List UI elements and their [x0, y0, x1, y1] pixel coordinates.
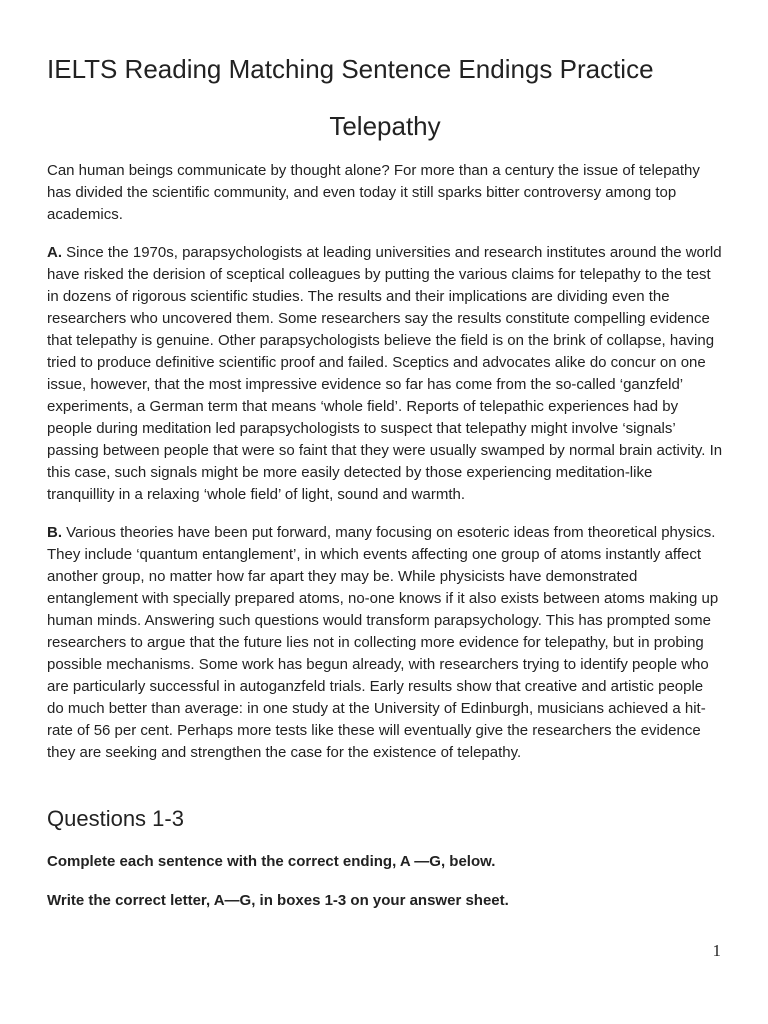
intro-paragraph: Can human beings communicate by thought alone? For more than a century the issue of telepathy has divided the scientific community, and even today it still sparks bitter controversy among top academics.	[47, 162, 700, 223]
paragraph-b-text: Various theories have been put forward, many focusing on esoteric ideas from theoretical physics. They include ‘quantum entanglement’, in which events affecting one group of atoms instantly affect another group, no matter how far apart they may be. While physicists have demonstrated entanglement with specially prepared atoms, no-one knows if it also exists between atoms making up human minds. Answering such questions would transform parapsychology. This has prompted some researchers to argue that the future lies not in collecting more evidence for telepathy, but in probing possible mechanisms. Some work has begun already, with researchers trying to identify people who are particularly successful in autoganzfeld trials. Early results show that creative and artistic people do much better than average: in one study at the University of Edinburgh, musicians achieved a hit-rate of 56 per cent. Perhaps more tests like these will eventually give the researchers the evidence they are seeking and strengthen the case for the existence of telepathy.	[47, 524, 719, 761]
document-page	[47, 0, 723, 1024]
paragraph-a-text: Since the 1970s, parapsychologists at leading universities and research institutes around the world have risked the derision of sceptical colleagues by putting the various claims for telepathy to the test in dozens of rigorous scientific studies. The results and their implications are dividing even the researchers who uncovered them. Some researchers say the results constitute compelling evidence that telepathy is genuine. Other parapsychologists believe the field is on the brink of collapse, having tried to produce definitive scientific proof and failed. Sceptics and advocates alike do concur on one issue, however, that the most impressive evidence so far has come from the so-called ‘ganzfeld’ experiments, a German term that means ‘whole field’. Reports of telepathic experiences had by people during meditation led parapsychologists to suspect that telepathy might involve ‘signals’ passing between people that were so faint that they were usually swamped by normal brain activity. In this case, such signals might be more easily detected by those experiencing meditation-like tranquillity in a relaxing ‘whole field’ of light, sound and warmth.	[47, 244, 723, 503]
paragraph-b-label: B.	[47, 524, 62, 541]
paragraph-a	[47, 242, 723, 506]
instruction-complete-sentences: Complete each sentence with the correct ending, A —G, below.	[47, 853, 496, 870]
paragraph-a-label: A.	[47, 244, 62, 261]
paragraph-b	[47, 522, 723, 764]
questions-heading: Questions 1-3	[47, 806, 184, 831]
page-number: 1	[712, 941, 721, 960]
document-title: IELTS Reading Matching Sentence Endings Practice	[47, 54, 654, 84]
passage-title: Telepathy	[329, 111, 441, 141]
instruction-write-letter: Write the correct letter, A—G, in boxes 1-3 on your answer sheet.	[47, 892, 509, 909]
